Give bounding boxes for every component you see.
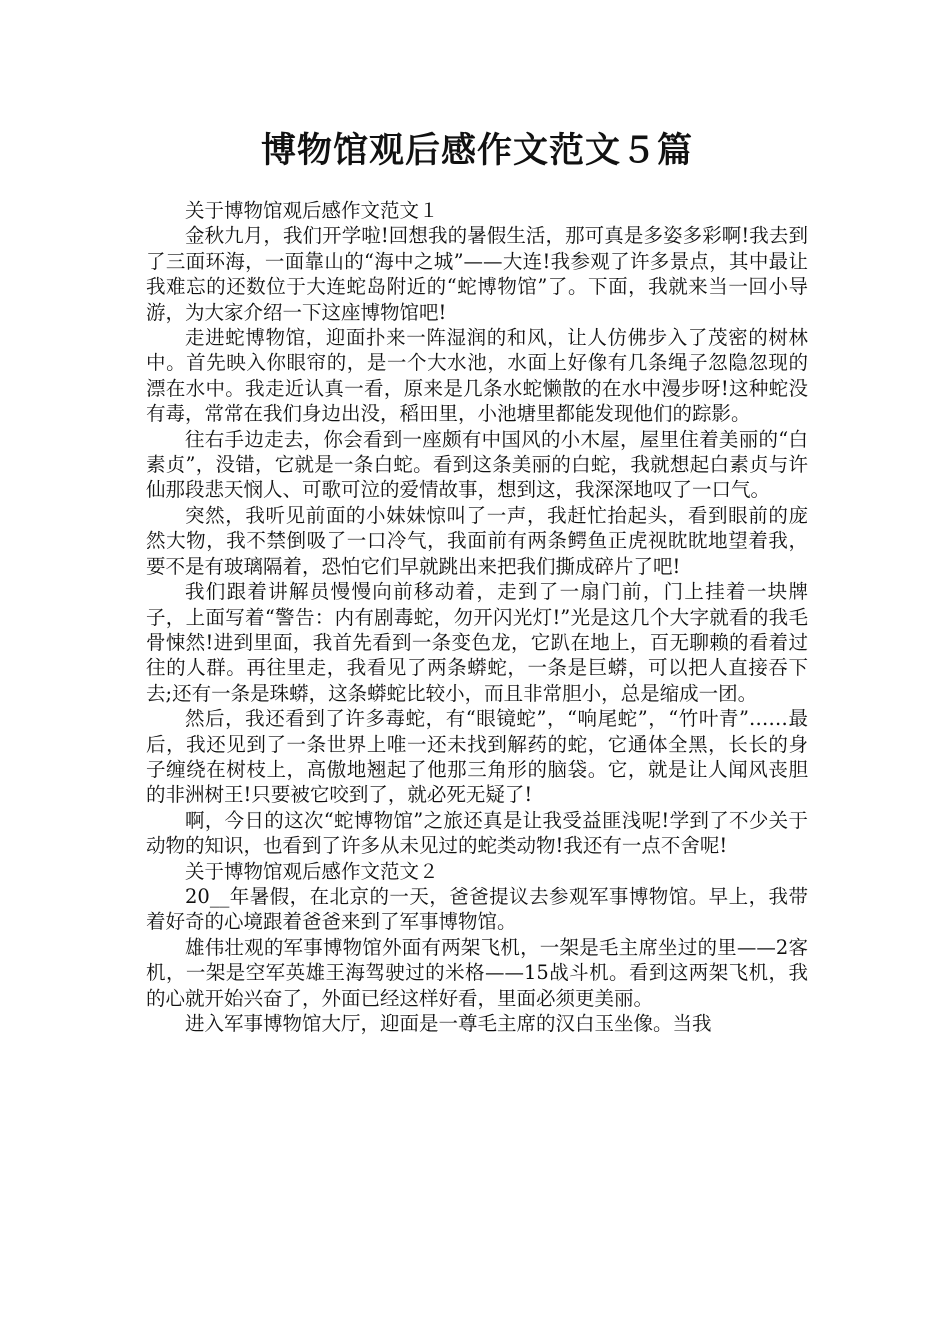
paragraph: 突然，我听见前面的小妹妹惊叫了一声，我赶忙抬起头，看到眼前的庞然大物，我不禁倒吸了一口冷气，我面前有两条鳄鱼正虎视眈眈地望着我，要不是有玻璃隔着，恐怕它们早就跳出来把我们撕成碎片了吧! bbox=[146, 503, 808, 578]
paragraph: 啊，今日的这次“蛇博物馆”之旅还真是让我受益匪浅呢!学到了不少关于动物的知识，也看到了许多从未见过的蛇类动物!我还有一点不舍呢! bbox=[146, 808, 808, 858]
paragraph: 进入军事博物馆大厅，迎面是一尊毛主席的汉白玉坐像。当我 bbox=[185, 1012, 712, 1035]
section-heading-1: 关于博物馆观后感作文范文１ bbox=[185, 199, 439, 222]
paragraph: 我们跟着讲解员慢慢向前移动着，走到了一扇门前，门上挂着一块牌子，上面写着“警告：内有剧毒蛇，勿开闪光灯!”光是这几个大字就看的我毛骨悚然!进到里面，我首先看到一条变色龙，它趴在地上，百无聊赖的看着过往的人群。再往里走，我看见了两条蟒蛇，一条是巨蟒，可以把人直接吞下去;还有一条是珠蟒，这条蟒蛇比较小，而且非常胆小，总是缩成一团。 bbox=[146, 580, 808, 705]
paragraph: 往右手边走去，你会看到一座颇有中国风的小木屋，屋里住着美丽的“白素贞”，没错，它就是一条白蛇。看到这条美丽的白蛇，我就想起白素贞与许仙那段悲天悯人、可歌可泣的爱情故事，想到这，我深深地叹了一口气。 bbox=[146, 427, 808, 502]
paragraph: 走进蛇博物馆，迎面扑来一阵湿润的和风，让人仿佛步入了茂密的树林中。首先映入你眼帘的，是一个大水池，水面上好像有几条绳子忽隐忽现的漂在水中。我走近认真一看，原来是几条水蛇懒散的在水中漫步呀!这种蛇没有毒，常常在我们身边出没，稻田里，小池塘里都能发现他们的踪影。 bbox=[146, 326, 808, 426]
section-heading-2: 关于博物馆观后感作文范文２ bbox=[185, 859, 439, 883]
paragraph: 然后，我还看到了许多毒蛇，有“眼镜蛇”，“响尾蛇”，“竹叶青”……最后，我还见到了一条世界上唯一还未找到解药的蛇，它通体全黑，长长的身子缠绕在树枝上，高傲地翘起了他那三角形的脑袋。它，就是让人闻风丧胆的非洲树王!只要被它咬到了，就必死无疑了! bbox=[146, 707, 808, 807]
paragraph: 金秋九月，我们开学啦!回想我的暑假生活，那可真是多姿多彩啊!我去到了三面环海，一面靠山的“海中之城”——大连!我参观了许多景点，其中最让我难忘的还数位于大连蛇岛附近的“蛇博物馆”了。下面，我就来当一回小导游，为大家介绍一下这座博物馆吧! bbox=[146, 224, 808, 324]
document-body bbox=[146, 198, 808, 1036]
paragraph: 20__年暑假，在北京的一天，爸爸提议去参观军事博物馆。早上，我带着好奇的心境跟着爸爸来到了军事博物馆。 bbox=[146, 884, 808, 934]
document-title: 博物馆观后感作文范文５篇 bbox=[260, 131, 693, 171]
paragraph: 雄伟壮观的军事博物馆外面有两架飞机，一架是毛主席坐过的里——2客机，一架是空军英雄王海驾驶过的米格——15战斗机。看到这两架飞机，我的心就开始兴奋了，外面已经这样好看，里面必须更美丽。 bbox=[146, 935, 808, 1010]
